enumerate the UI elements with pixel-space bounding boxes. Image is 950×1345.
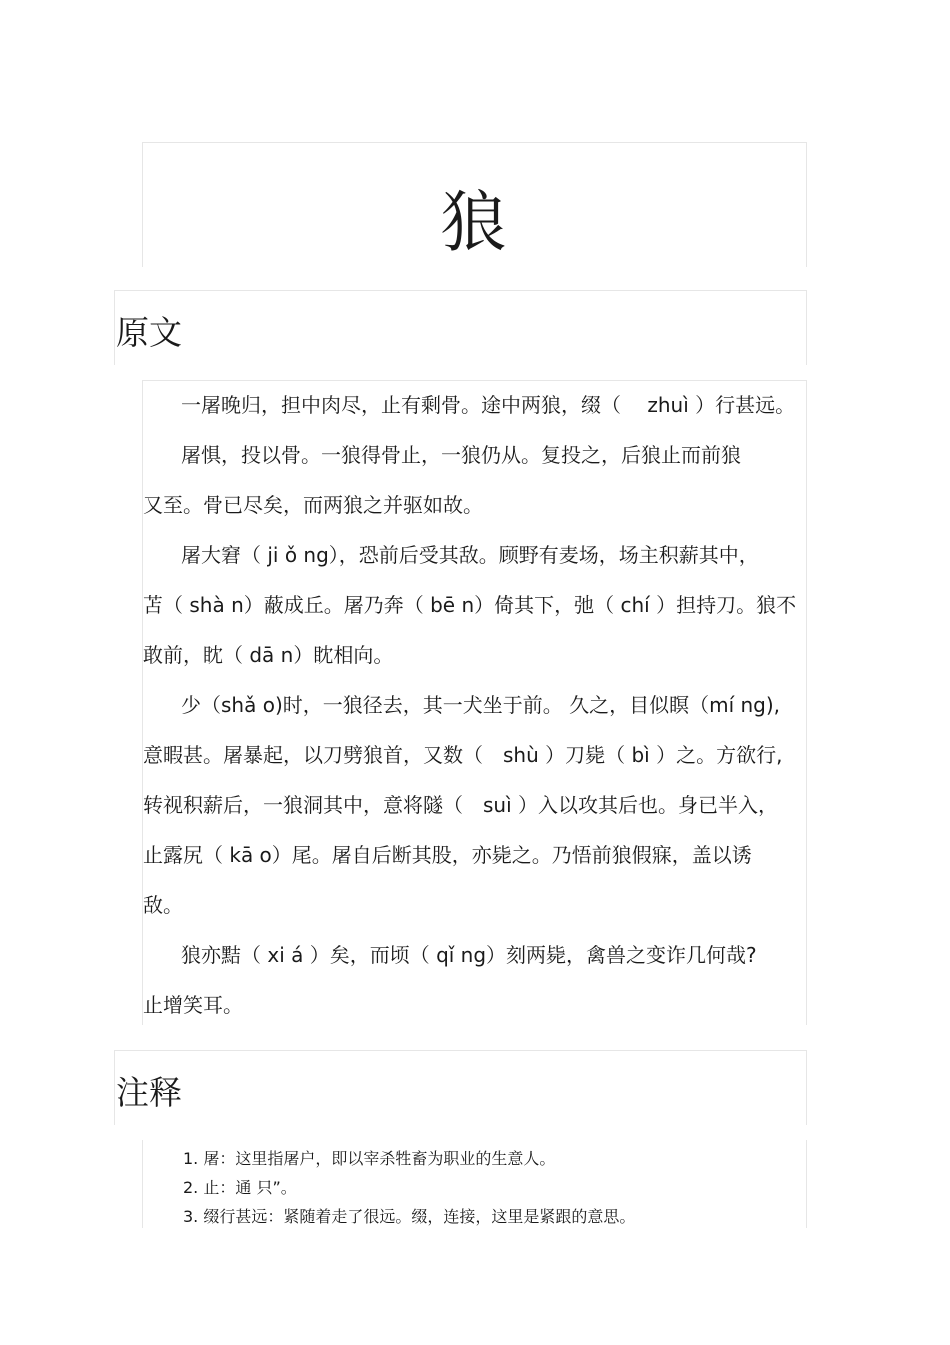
original-text-header	[114, 290, 807, 365]
notes-header	[114, 1050, 807, 1125]
text-line: 止露尻（ kā o）尾。屠自后断其股，亦毙之。乃悟前狼假寐，盖以诱	[143, 843, 752, 867]
text-line: 敌。	[143, 893, 183, 917]
text-line: 意暇甚。屠暴起，以刀劈狼首，又数（ shù ）刀毙（ bì ）之。方欲行,	[143, 743, 783, 767]
text-line: 一屠晚归，担中肉尽，止有剩骨。途中两狼，缀（ zhuì ）行甚远。	[181, 393, 796, 417]
section-heading-original: 原文	[116, 313, 182, 352]
text-line: 屠惧，投以骨。一狼得骨止，一狼仍从。复投之，后狼止而前狼	[181, 443, 741, 467]
section-heading-notes: 注释	[116, 1073, 182, 1112]
text-line: 敢前，眈（ dā n）眈相向。	[143, 643, 394, 667]
note-item: 2. 止：通 只”。	[183, 1178, 297, 1197]
text-line: 转视积薪后，一狼洞其中，意将隧（ suì ）入以攻其后也。身已半入，	[143, 793, 779, 817]
text-line: 少（shǎ o)时，一狼径去，其一犬坐于前。 久之，目似瞑（mí ng),	[181, 693, 781, 717]
title-panel	[142, 142, 807, 267]
text-line: 止增笑耳。	[143, 993, 243, 1017]
note-item: 1. 屠：这里指屠户，即以宰杀牲畜为职业的生意人。	[183, 1149, 556, 1168]
original-text-body	[142, 380, 807, 1025]
notes-list	[142, 1140, 807, 1228]
text-line: 苫（ shà n）蔽成丘。屠乃奔（ bē n）倚其下，弛（ chí ）担持刀。狼不	[143, 593, 797, 617]
text-line: 屠大窘（ ji ǒ ng），恐前后受其敌。顾野有麦场，场主积薪其中，	[181, 543, 759, 567]
text-line: 狼亦黠（ xi á ）矣，而顷（ qǐ ng）刻两毙，禽兽之变诈几何哉?	[181, 943, 757, 967]
text-line: 又至。骨已尽矣，而两狼之并驱如故。	[143, 493, 483, 517]
page-title: 狼	[440, 184, 509, 261]
note-item: 3. 缀行甚远：紧随着走了很远。缀，连接，这里是紧跟的意思。	[183, 1207, 636, 1226]
